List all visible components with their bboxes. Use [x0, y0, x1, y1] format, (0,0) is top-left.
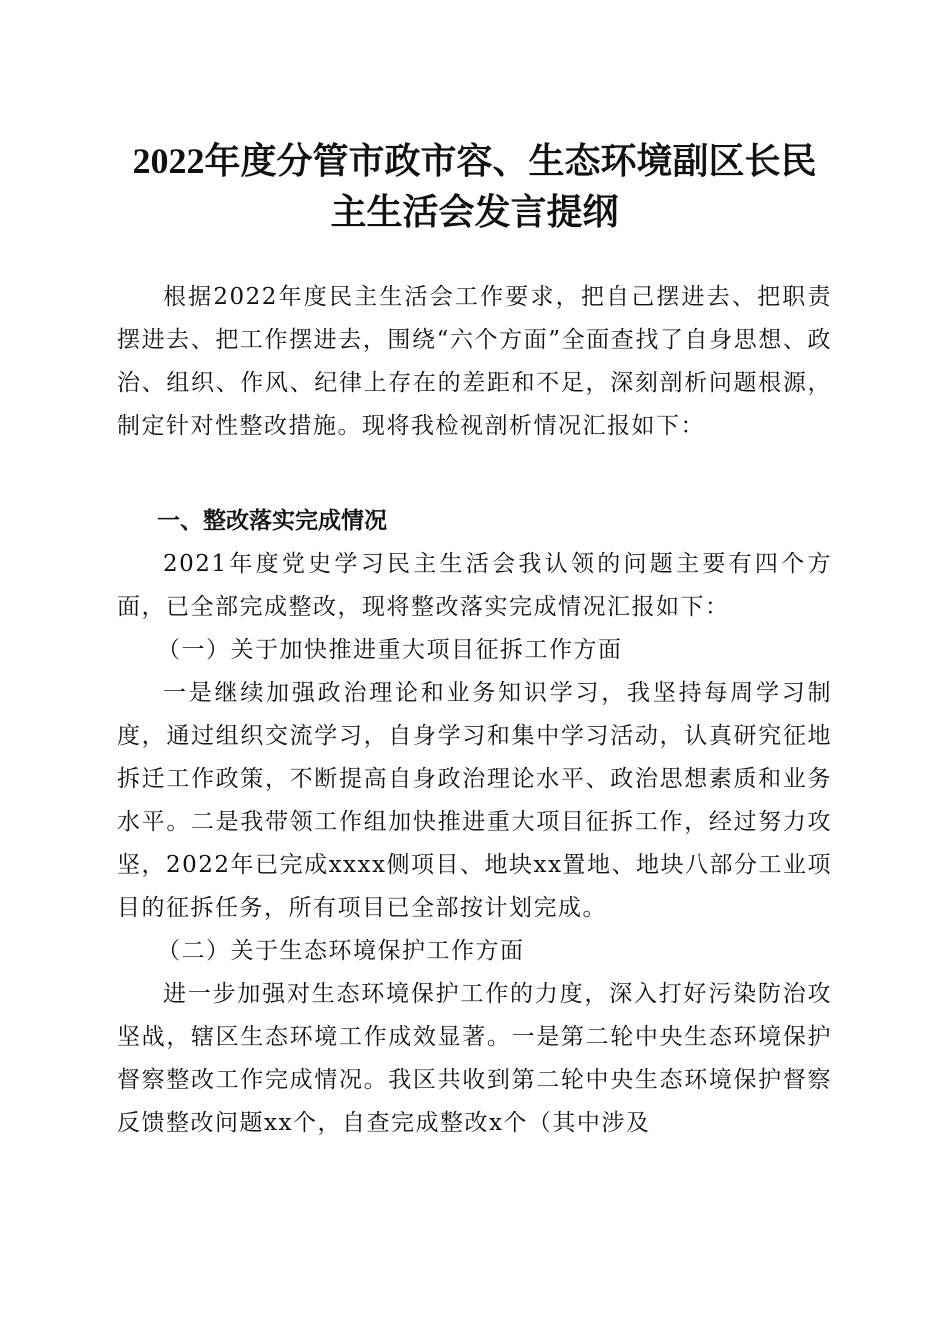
subsection-heading-1: （一）关于加快推进重大项目征拆工作方面 — [157, 637, 623, 663]
subsection1-body: 一是继续加强政治理论和业务知识学习，我坚持每周学习制度，通过组织交流学习，自身学习和集中学习活动，认真研究征地拆迁工作政策，不断提高自身政治理论水平、政治思想素质和业务水平。二是我带领工作组加快推进重大项目征拆工作，经过努力攻坚，2022年已完成xxxx侧项目、地块xx置地、地块八部分工业项目的征拆任务，所有项目已全部按计划完成。 — [117, 680, 832, 921]
section-heading-1: 一、整改落实完成情况 — [157, 508, 387, 534]
subsection-heading-2: （二）关于生态环境保护工作方面 — [157, 938, 525, 964]
document-title-line1: 2022年度分管市政市容、生态环境副区长民 — [132, 141, 817, 181]
document-title-line2: 主生活会发言提纲 — [330, 192, 619, 232]
section1-intro-paragraph: 2021年度党史学习民主生活会我认领的问题主要有四个方面，已全部完成整改，现将整改落实完成情况汇报如下： — [117, 551, 832, 620]
intro-paragraph: 根据2022年度民主生活会工作要求，把自己摆进去、把职责摆进去、把工作摆进去，围绕“六个方面”全面查找了自身思想、政治、组织、作风、纪律上存在的差距和不足，深刻剖析问题根源，制定针对性整改措施。现将我检视剖析情况汇报如下： — [117, 284, 832, 439]
subsection2-body: 进一步加强对生态环境保护工作的力度，深入打好污染防治攻坚战，辖区生态环境工作成效显著。一是第二轮中央生态环境保护督察整改工作完成情况。我区共收到第二轮中央生态环境保护督察反馈整改问题xx个，自查完成整改x个（其中涉及 — [117, 981, 832, 1136]
